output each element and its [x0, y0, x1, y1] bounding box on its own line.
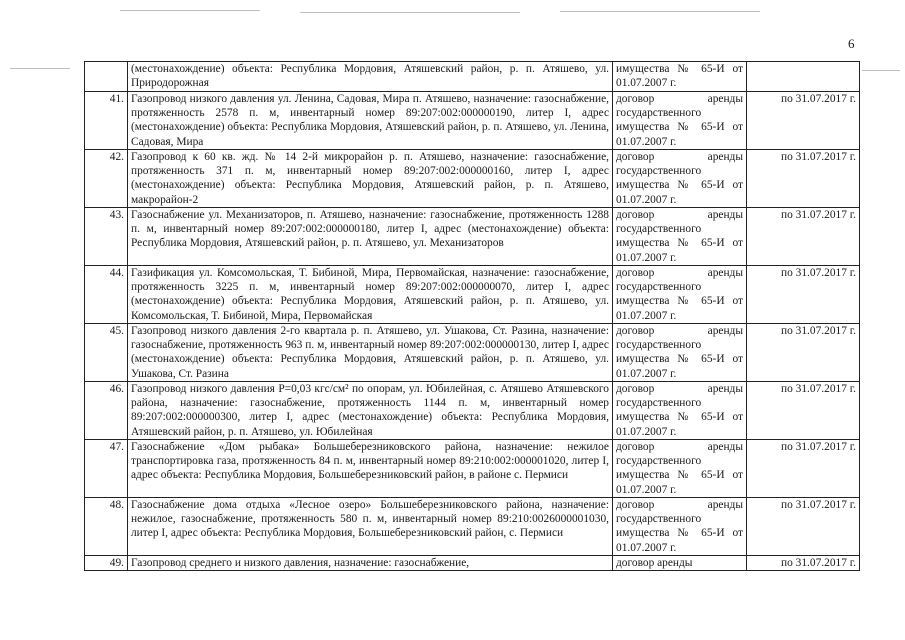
table-row — [85, 266, 860, 324]
lease-term: по 31.07.2017 г. — [747, 324, 860, 382]
table-row — [85, 150, 860, 208]
table-row — [85, 62, 860, 92]
lease-basis: договор аренды государственного имущества № 65-И от 01.07.2007 г. — [613, 382, 747, 440]
scan-artifact-line — [560, 11, 760, 12]
row-number: 49. — [85, 556, 128, 571]
row-number — [85, 62, 128, 92]
table-row — [85, 498, 860, 556]
row-number: 44. — [85, 266, 128, 324]
lease-basis: договор аренды государственного имущества № 65-И от 01.07.2007 г. — [613, 266, 747, 324]
page-number: 6 — [848, 36, 855, 51]
lease-basis: договор аренды государственного имущества № 65-И от 01.07.2007 г. — [613, 92, 747, 150]
row-number: 41. — [85, 92, 128, 150]
table-row — [85, 324, 860, 382]
lease-basis: договор аренды — [613, 556, 747, 571]
table-row — [85, 556, 860, 571]
table-row — [85, 92, 860, 150]
lease-term: по 31.07.2017 г. — [747, 440, 860, 498]
object-description: Газопровод низкого давления ул. Ленина, Садовая, Мира п. Атяшево, назначение: газоснабжение, протяженность 2578 п. м, инвентарный номер 89:207:002:000000190, литер I, адрес (местонахождение) объекта: Республика Мордовия, Атяшевский район, р. п. Атяшево, ул. Ленина, Садовая, Мира — [128, 92, 613, 150]
lease-term: по 31.07.2017 г. — [747, 498, 860, 556]
property-table — [84, 61, 860, 571]
lease-term: по 31.07.2017 г. — [747, 150, 860, 208]
lease-term: по 31.07.2017 г. — [747, 382, 860, 440]
lease-basis: договор аренды государственного имущества № 65-И от 01.07.2007 г. — [613, 440, 747, 498]
object-description: Газопровод низкого давления 2-го квартала р. п. Атяшево, ул. Ушакова, Ст. Разина, назначение: газоснабжение, протяженность 963 п. м, инвентарный номер 89:207:002:000000130, литер I, адрес (местонахождение) объекта: Республика Мордовия, Атяшевский район, р. п. Атяшево, ул. Ушакова, Ст. Разина — [128, 324, 613, 382]
lease-term: по 31.07.2017 г. — [747, 556, 860, 571]
lease-basis: имущества № 65-И от 01.07.2007 г. — [613, 62, 747, 92]
table-row — [85, 440, 860, 498]
lease-term — [747, 62, 860, 92]
row-number: 42. — [85, 150, 128, 208]
row-number: 43. — [85, 208, 128, 266]
object-description: Газоснабжение ул. Механизаторов, п. Атяшево, назначение: газоснабжение, протяженность 1288 п. м, инвентарный номер 89:207:002:000000180, литер I, адрес (местонахождение) объекта: Республика Мордовия, Атяшевский район, р. п. Атяшево, ул. Механизаторов — [128, 208, 613, 266]
row-number: 45. — [85, 324, 128, 382]
scan-artifact-line — [862, 70, 900, 71]
lease-basis: договор аренды государственного имущества № 65-И от 01.07.2007 г. — [613, 498, 747, 556]
object-description: Газоснабжение «Дом рыбака» Большеберезниковского района, назначение: нежилое транспортировка газа, протяженность 84 п. м, инвентарный номер 89:210:002:000001020, литер I, адрес объекта: Республика Мордовия, Большеберезниковский район, в районе с. Пермиси — [128, 440, 613, 498]
scan-artifact-line — [120, 10, 260, 11]
lease-term: по 31.07.2017 г. — [747, 266, 860, 324]
row-number: 47. — [85, 440, 128, 498]
object-description: Газопровод к 60 кв. жд. № 14 2-й микрорайон р. п. Атяшево, назначение: газоснабжение, протяженность 371 п. м, инвентарный номер 89:207:002:000000160, литер I, адрес (местонахождение) объекта: Республика Мордовия, Атяшевский район, р. п. Атяшево, макрорайон-2 — [128, 150, 613, 208]
lease-basis: договор аренды государственного имущества № 65-И от 01.07.2007 г. — [613, 324, 747, 382]
lease-basis: договор аренды государственного имущества № 65-И от 01.07.2007 г. — [613, 208, 747, 266]
object-description: (местонахождение) объекта: Республика Мордовия, Атяшевский район, р. п. Атяшево, ул. Природорожная — [128, 62, 613, 92]
lease-term: по 31.07.2017 г. — [747, 92, 860, 150]
row-number: 48. — [85, 498, 128, 556]
object-description: Газоснабжение дома отдыха «Лесное озеро» Большеберезниковского района, назначение: нежилое, газоснабжение, протяженность 580 п. м, инвентарный номер 89:210:0026000001030, литер I, адрес объекта: Республика Мордовия, Большеберезниковский район, с. Пермиси — [128, 498, 613, 556]
row-number: 46. — [85, 382, 128, 440]
table-row — [85, 208, 860, 266]
scan-artifact-line — [10, 68, 70, 69]
object-description: Газопровод среднего и низкого давления, назначение: газоснабжение, — [128, 556, 613, 571]
object-description: Газификация ул. Комсомольская, Т. Бибиной, Мира, Первомайская, назначение: газоснабжение, протяженность 3225 п. м, инвентарный номер 89:207:002:000000070, литер I, адрес (местонахождение) объекта: Республика Мордовия, Атяшевский район, р. п. Атяшево, ул. Комсомольская, Т. Бибиной, Мира, Первомайская — [128, 266, 613, 324]
lease-term: по 31.07.2017 г. — [747, 208, 860, 266]
object-description: Газопровод низкого давления P=0,03 кгс/см² по опорам, ул. Юбилейная, с. Атяшево Атяшевского района, назначение: газоснабжение, протяженность 1144 п. м, инвентарный номер 89:207:002:000000300, литер I, адрес (местонахождение) объекта: Республика Мордовия, Атяшевский район, р. п. Атяшево, ул. Юбилейная — [128, 382, 613, 440]
table-row — [85, 382, 860, 440]
scan-artifact-line — [300, 12, 520, 13]
lease-basis: договор аренды государственного имущества № 65-И от 01.07.2007 г. — [613, 150, 747, 208]
